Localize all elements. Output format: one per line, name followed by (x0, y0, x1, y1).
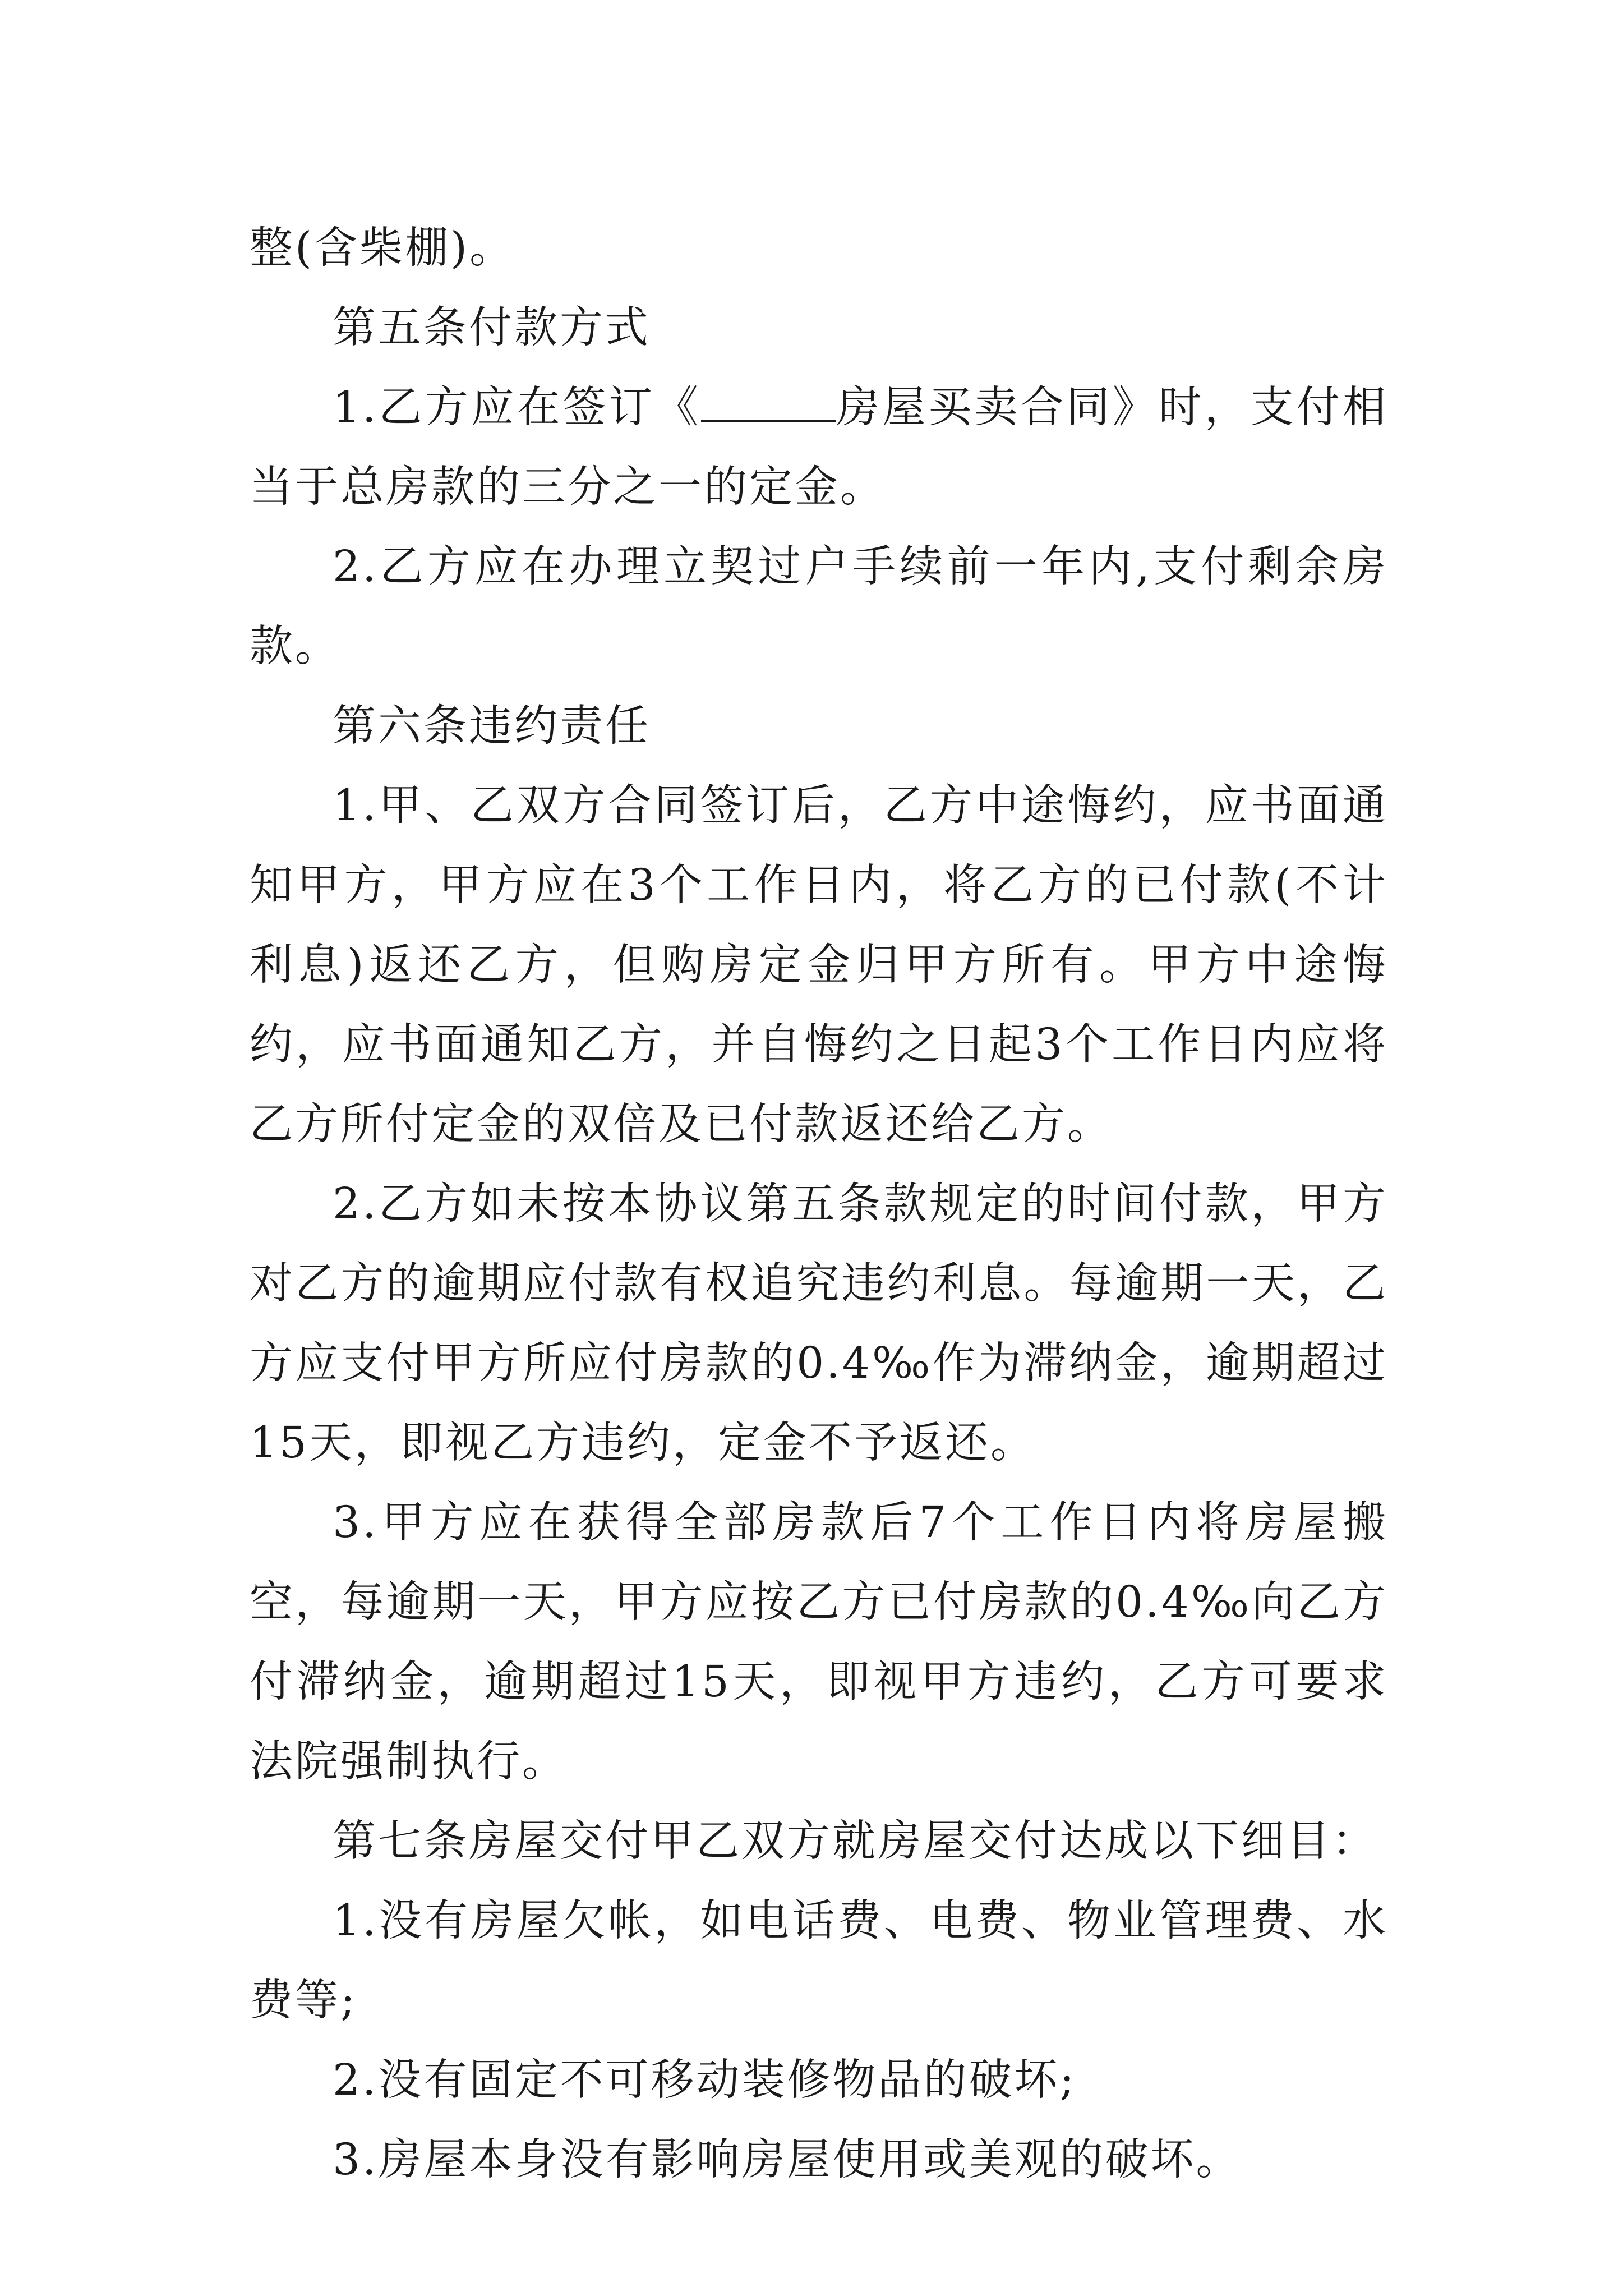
paragraph-continuation: 整(含柴棚)。 (250, 223, 515, 273)
article-6-item-2: 2.乙方如未按本协议第五条款规定的时间付款，甲方对乙方的逾期应付款有权追究违约利息。每逾期一天，乙方应支付甲方所应付房款的0.4‰作为滞纳金，逾期超过15天，即视乙方违约，定金不予返还。 (250, 1179, 1388, 1468)
article-7-item-1: 1.没有房屋欠帐，如电话费、电费、物业管理费、水费等; (250, 1896, 1388, 2026)
article-5-item-2: 2.乙方应在办理立契过户手续前一年内,支付剩余房款。 (250, 542, 1388, 671)
article-6-title: 第六条违约责任 (333, 701, 651, 751)
contract-name-blank (701, 386, 836, 422)
article-7-item-2: 2.没有固定不可移动装修物品的破坏; (333, 2055, 1077, 2105)
article-5-title: 第五条付款方式 (333, 303, 651, 353)
article-6-item-1: 1.甲、乙双方合同签订后，乙方中途悔约，应书面通知甲方，甲方应在3个工作日内，将乙方的已付款(不计利息)返还乙方，但购房定金归甲方所有。甲方中途悔约，应书面通知乙方，并自悔约之日起3个工作日内应将乙方所付定金的双倍及已付款返还给乙方。 (250, 781, 1388, 1149)
article-5-item-1-part-a: 1.乙方应在签订《 (333, 383, 702, 432)
document-page (250, 209, 1388, 2200)
article-5-item-1 (250, 368, 1388, 527)
article-7-item-3: 3.房屋本身没有影响房屋使用或美观的破坏。 (333, 2135, 1242, 2185)
article-5-item-1-part-b: 房屋买卖合同》时，支付相当于总房款的三分之一的定金。 (250, 383, 1388, 512)
article-7-title: 第七条房屋交付甲乙双方就房屋交付达成以下细目： (333, 1816, 1377, 1866)
article-6-item-3: 3.甲方应在获得全部房款后7个工作日内将房屋搬空，每逾期一天，甲方应按乙方已付房款的0.4‰向乙方付滞纳金，逾期超过15天，即视甲方违约，乙方可要求法院强制执行。 (250, 1498, 1388, 1787)
